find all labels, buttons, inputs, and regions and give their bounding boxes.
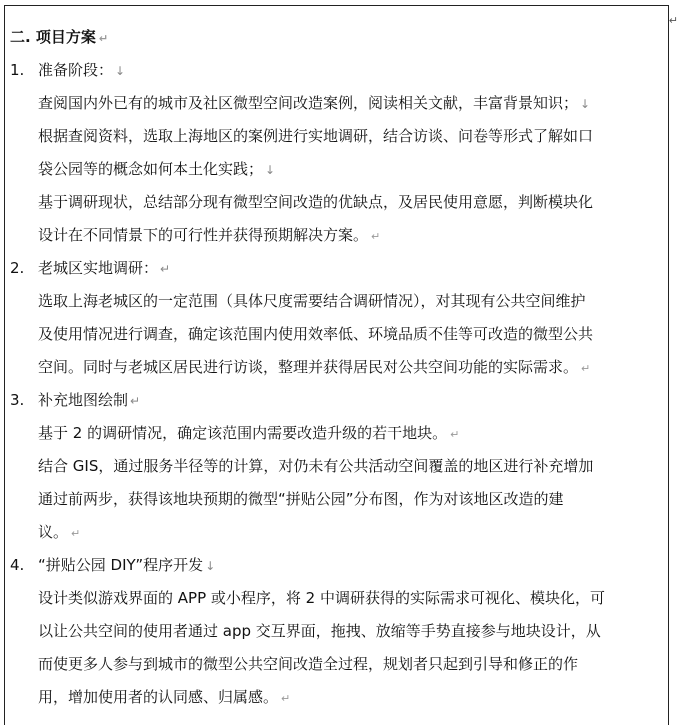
paragraph-text: 设计类似游戏界面的 APP 或小程序，将 2 中调研获得的实际需求可视化、模块化，可	[38, 589, 605, 607]
section-number: 1.	[10, 61, 25, 79]
line-break-mark: ↵	[160, 262, 171, 276]
paragraph-text: 基于调研现状，总结部分现有微型空间改造的优缺点，及居民使用意愿，判断模块化	[38, 193, 594, 211]
paragraph-text: 而使更多人参与到城市的微型公共空间改造全过程，规划者只起到引导和修正的作	[38, 655, 579, 673]
sections-container	[10, 54, 666, 714]
line-break-mark: ↓	[580, 97, 591, 111]
paragraph-line	[10, 153, 666, 186]
paragraph-text: 议。	[38, 523, 69, 541]
section-title: 补充地图绘制	[38, 391, 129, 409]
paragraph-text: 及使用情况进行调查，确定该范围内使用效率低、环境品质不佳等可改造的微型公共	[38, 325, 594, 343]
paragraph-line	[10, 582, 666, 615]
paragraph-line	[10, 681, 666, 714]
section-number: 4.	[10, 556, 25, 574]
paragraph-text: 通过前两步，获得该地块预期的微型“拼贴公园”分布图，作为对该地区改造的建	[38, 490, 564, 508]
line-break-mark: ↓	[205, 559, 216, 573]
paragraph-line	[10, 417, 666, 450]
paragraph-text: 根据查阅资料，选取上海地区的案例进行实地调研，结合访谈、问卷等形式了解如口	[38, 127, 594, 145]
line-break-mark: ↵	[130, 394, 141, 408]
paragraph-line	[10, 351, 666, 384]
paragraph-mark: ↵	[371, 230, 381, 243]
section-title: 老城区实地调研：	[38, 259, 159, 277]
paragraph-line	[10, 615, 666, 648]
section-title: 准备阶段：	[38, 61, 114, 79]
section-heading	[10, 21, 666, 54]
paragraph-text: 结合 GIS，通过服务半径等的计算，对仍未有公共活动空间覆盖的地区进行补充增加	[38, 457, 594, 475]
paragraph-text: 空间。同时与老城区居民进行访谈，整理并获得居民对公共空间功能的实际需求。	[38, 358, 579, 376]
paragraph-line	[10, 87, 666, 120]
paragraph-line	[10, 516, 666, 549]
line-break-mark: ↓	[265, 163, 276, 177]
paragraph-text: 用，增加使用者的认同感、归属感。	[38, 688, 279, 706]
section-title-row	[10, 384, 666, 417]
paragraph-text: 基于 2 的调研情况，确定该范围内需要改造升级的若干地块。	[38, 424, 448, 442]
section-title-row	[10, 54, 666, 87]
paragraph-text: 查阅国内外已有的城市及社区微型空间改造案例，阅读相关文献，丰富背景知识；	[38, 94, 579, 112]
section-title: “拼贴公园 DIY”程序开发	[38, 556, 204, 574]
paragraph-line	[10, 648, 666, 681]
paragraph-text: 袋公园等的概念如何本土化实践；	[38, 160, 264, 178]
paragraph-line	[10, 186, 666, 219]
paragraph-line	[10, 219, 666, 252]
paragraph-mark: ↵	[98, 32, 109, 45]
paragraph-line	[10, 285, 666, 318]
section-title-row	[10, 252, 666, 285]
paragraph-mark: ↵	[281, 692, 291, 705]
edge-paragraph-mark: ↵	[668, 14, 678, 27]
heading-text: 二. 项目方案	[10, 28, 96, 46]
line-break-mark: ↓	[115, 64, 126, 78]
paragraph-line	[10, 483, 666, 516]
paragraph-text: 以让公共空间的使用者通过 app 交互界面，拖拽、放缩等手势直接参与地块设计，从	[38, 622, 601, 640]
document-body	[10, 21, 666, 714]
paragraph-text: 设计在不同情景下的可行性并获得预期解决方案。	[38, 226, 369, 244]
section-title-row	[10, 549, 666, 582]
paragraph-line	[10, 318, 666, 351]
section-number: 3.	[10, 391, 25, 409]
paragraph-mark: ↵	[71, 527, 81, 540]
paragraph-line	[10, 450, 666, 483]
paragraph-mark: ↵	[450, 428, 460, 441]
paragraph-line	[10, 120, 666, 153]
section-number: 2.	[10, 259, 25, 277]
paragraph-text: 选取上海老城区的一定范围（具体尺度需要结合调研情况），对其现有公共空间维护	[38, 292, 586, 310]
paragraph-mark: ↵	[581, 362, 591, 375]
